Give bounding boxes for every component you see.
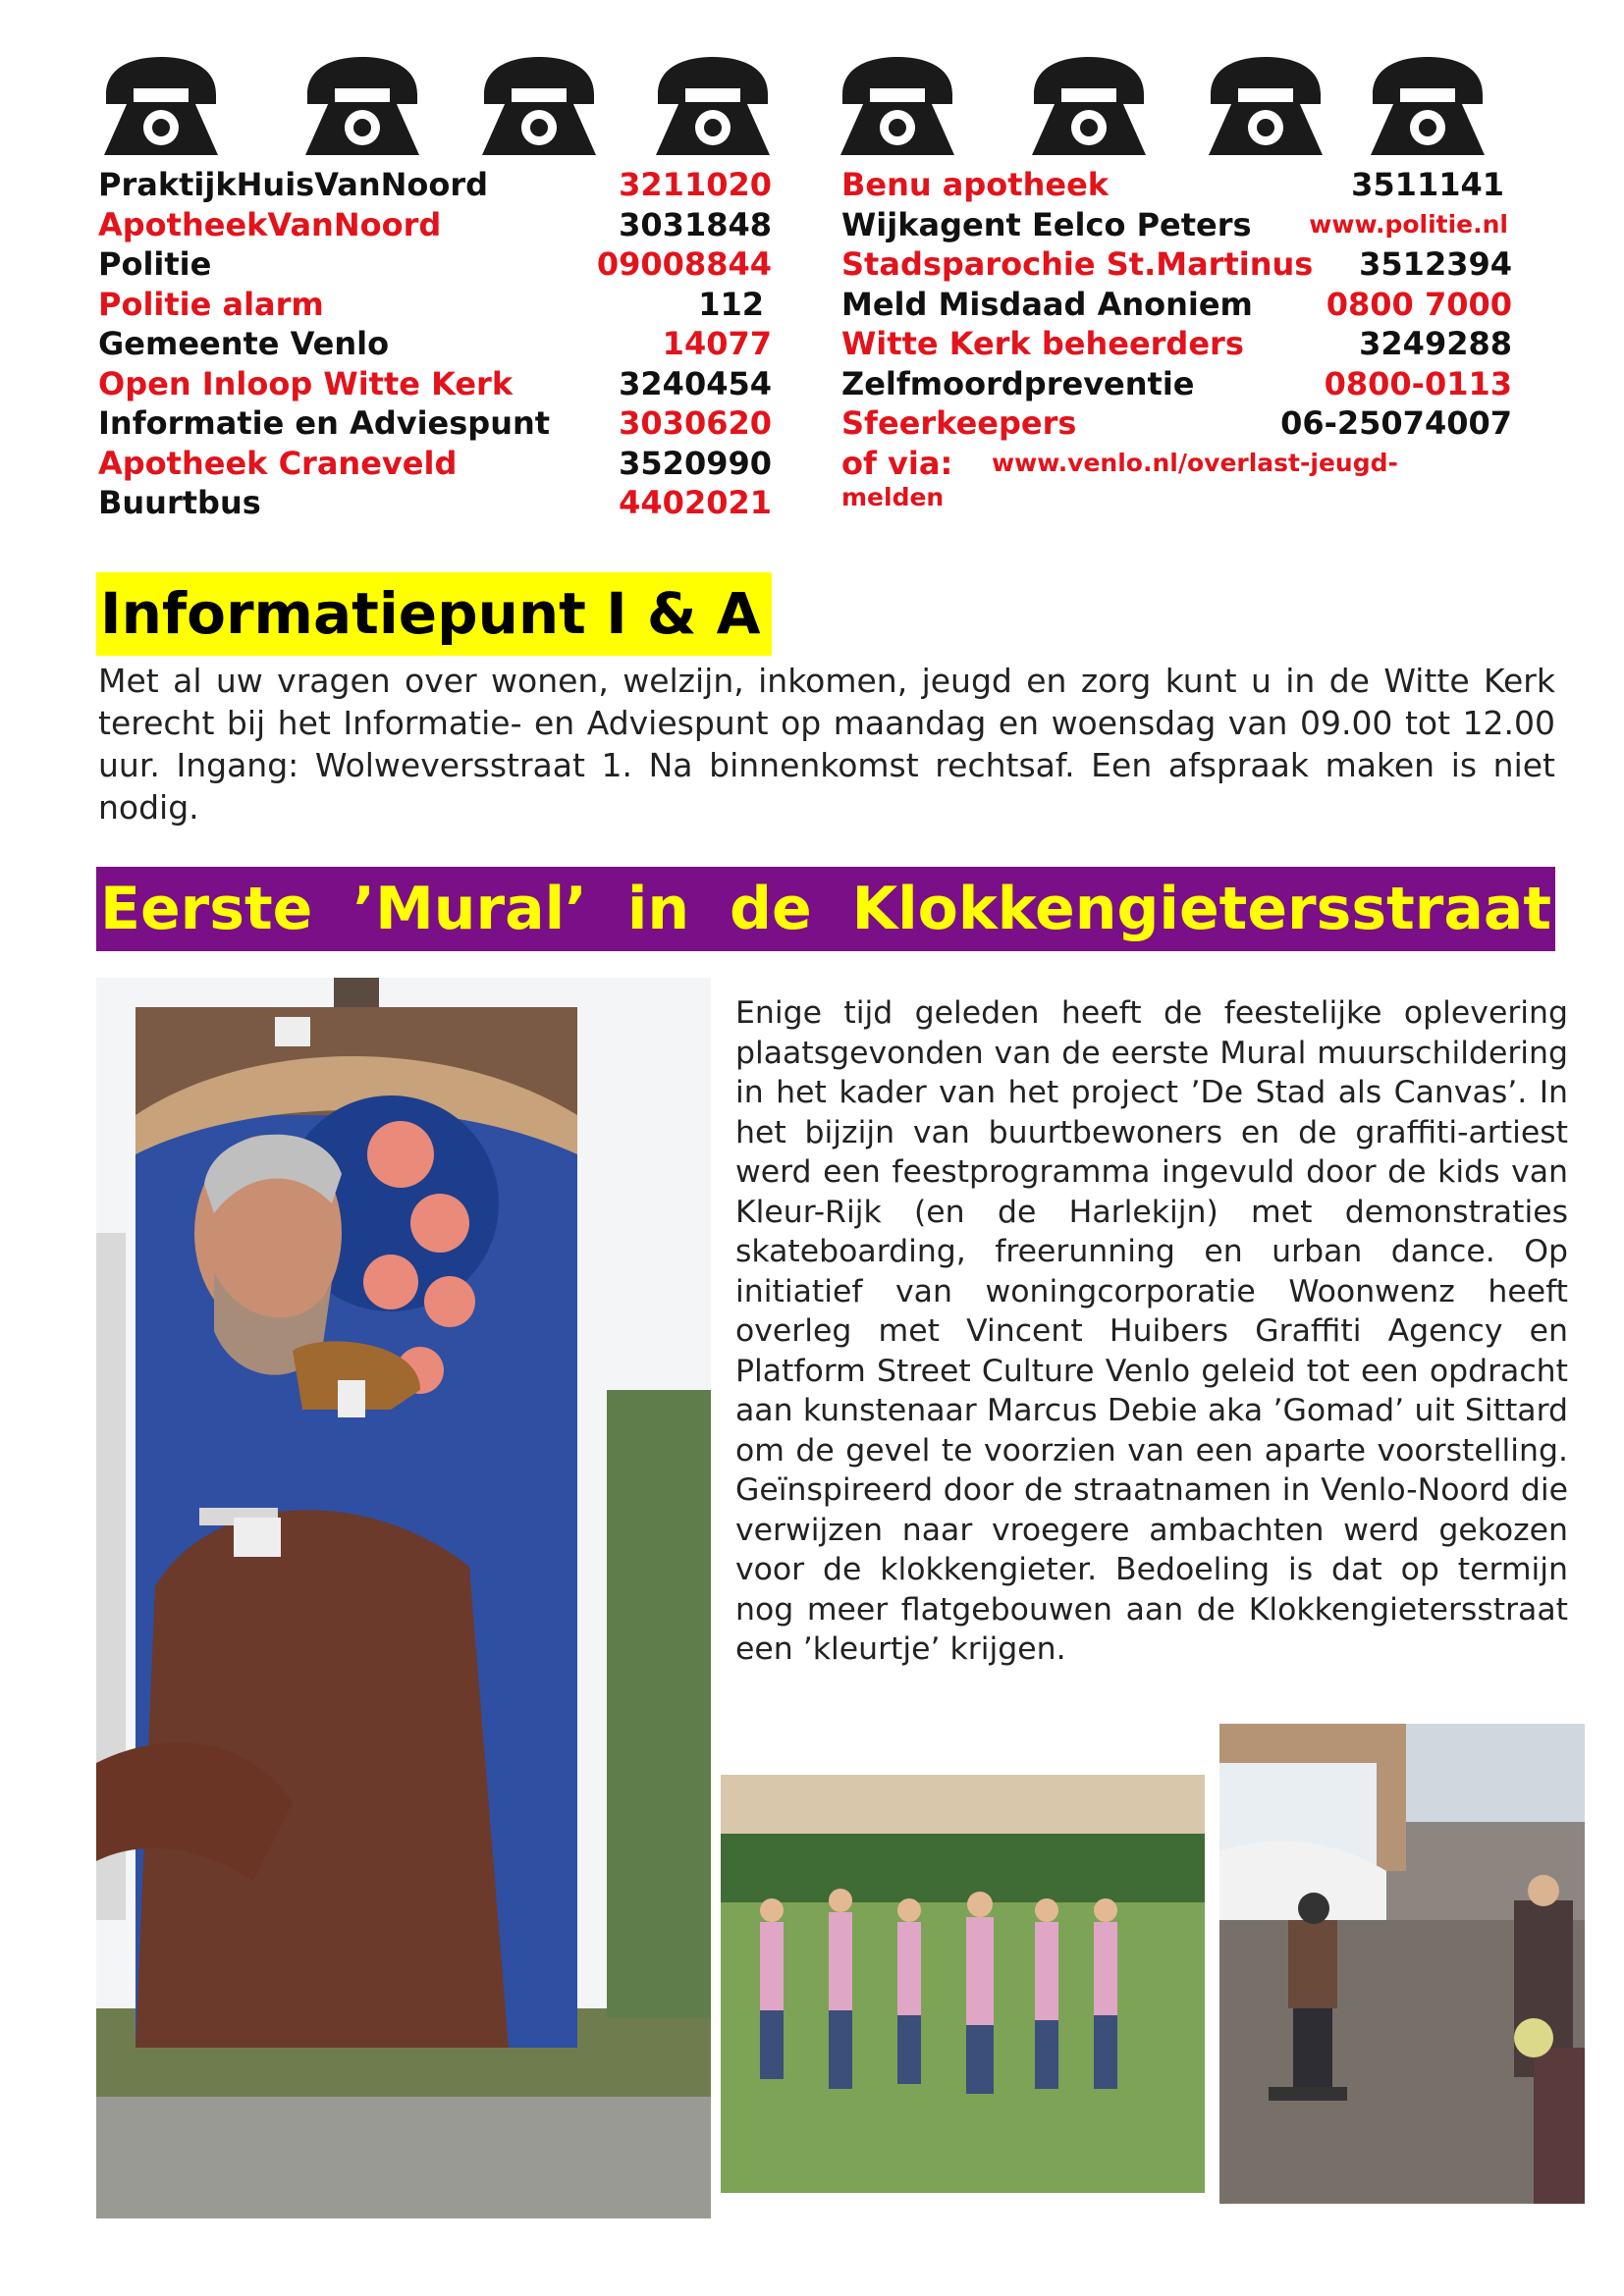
contacts-right [841, 165, 1512, 512]
mural-photo [96, 978, 711, 2218]
via-label: of via: [841, 444, 953, 482]
phone-icon [1026, 53, 1152, 163]
contact-row [98, 324, 772, 364]
contact-row [98, 205, 772, 245]
skate-photo [1219, 1724, 1585, 2204]
contact-name: Stadsparochie St.Martinus [841, 245, 1314, 283]
contacts-left [98, 165, 772, 523]
contact-name: Apotheek Craneveld [98, 444, 458, 482]
contact-number: 112 [698, 285, 764, 323]
phone-icon [650, 53, 776, 163]
contact-row [841, 364, 1512, 404]
contact-row [98, 285, 772, 325]
section-heading-mural: Eerste ’Mural’ in de Klokkengietersstraat [96, 867, 1555, 951]
contact-number: 3211020 [619, 166, 772, 203]
contact-number: 14077 [662, 325, 772, 362]
via-row-cont [841, 483, 1512, 512]
contact-name: Benu apotheek [841, 166, 1110, 203]
contact-number: 0800 7000 [1326, 285, 1512, 323]
section-body-mural: Enige tijd geleden heeft de feestelijke oplevering plaatsgevonden van de eerste Mural muurschildering in het kader van het project ’De Stad als Canvas’. In het bijzijn van buurtbewoners en de graffiti-artiest werd een feestprogramma ingevuld door de kids van Kleur-Rijk (en de Harlekijn) met demonstraties skateboarding, freerunning en urban dance. Op initiatief van woningcorporatie Woonwenz heeft overleg met Vincent Huibers Graffiti Agency en Platform Street Culture Venlo geleid tot een opdracht aan kunstenaar Marcus Debie aka ’Gomad’ uit Sittard om de gevel te voorzien van een aparte voorstelling. Geïnspireerd door de straatnamen in Venlo-Noord die verwijzen naar vroegere ambachten werd gekozen voor de klokkengieter. Bedoeling is dat op termijn nog meer flatgebouwen aan de Klokkengietersstraat een ’kleurtje’ krijgen. [735, 995, 1568, 1667]
contact-name: Informatie en Adviespunt [98, 404, 551, 442]
contact-number: 06-25074007 [1280, 404, 1512, 442]
contact-number: 4402021 [619, 484, 772, 521]
overlast-link[interactable]: www.venlo.nl/overlast-jeugd- [992, 448, 1398, 477]
contact-row [841, 403, 1512, 444]
phone-icon [476, 53, 602, 163]
contact-row [98, 444, 772, 484]
contact-name: Buurtbus [98, 484, 261, 521]
overlast-link-cont[interactable]: melden [841, 483, 945, 511]
contact-name: Wijkagent Eelco Peters [841, 205, 1252, 243]
contact-name: ApotheekVanNoord [98, 205, 442, 243]
dance-photo [721, 1775, 1205, 2193]
contact-row [841, 165, 1512, 205]
contact-number: 3520990 [619, 444, 772, 482]
contact-name: Meld Misdaad Anoniem [841, 285, 1253, 323]
contact-name: Politie alarm [98, 285, 324, 323]
phone-icon [299, 53, 425, 163]
phone-icon [98, 53, 224, 163]
contact-number: 3240454 [619, 364, 772, 402]
phone-icon [1365, 53, 1490, 163]
contact-name: Politie [98, 245, 212, 283]
contact-row [98, 364, 772, 404]
section-heading-informatiepunt: Informatiepunt I & A [96, 572, 772, 656]
contact-number: 3030620 [619, 404, 772, 442]
contact-row [841, 205, 1512, 245]
contact-row [98, 483, 772, 523]
contact-number: 09008844 [596, 245, 772, 283]
contact-row [98, 165, 772, 205]
via-row [841, 444, 1512, 484]
contact-name: Gemeente Venlo [98, 325, 390, 362]
contact-row [98, 244, 772, 285]
contact-name: Sfeerkeepers [841, 404, 1077, 442]
contact-number: 3511141 [1351, 166, 1504, 203]
contact-number: 3512394 [1359, 245, 1512, 283]
phone-icons-row [98, 53, 1532, 171]
contact-name: PraktijkHuisVanNoord [98, 166, 489, 203]
contact-number: 3249288 [1359, 325, 1512, 362]
contact-name: Zelfmoordpreventie [841, 364, 1195, 402]
phone-icon [835, 53, 960, 163]
contact-row [841, 285, 1512, 325]
contact-name: Open Inloop Witte Kerk [98, 364, 514, 402]
contact-number: 3031848 [619, 205, 772, 243]
phone-icon [1203, 53, 1328, 163]
contact-name: Witte Kerk beheerders [841, 325, 1244, 362]
contact-row [841, 244, 1512, 285]
contact-row [841, 324, 1512, 364]
politie-link[interactable]: www.politie.nl [1309, 209, 1508, 239]
section-body-informatiepunt: Met al uw vragen over wonen, welzijn, inkomen, jeugd en zorg kunt u in de Witte Kerk terecht bij het Informatie- en Adviespunt op maandag en woensdag van 09.00 tot 12.00 uur. Ingang: Wolweversstraat 1. Na binnenkomst rechtsaf. Een afspraak maken is niet nodig. [98, 662, 1555, 827]
contact-number: 0800-0113 [1324, 364, 1512, 402]
contact-row [98, 403, 772, 444]
